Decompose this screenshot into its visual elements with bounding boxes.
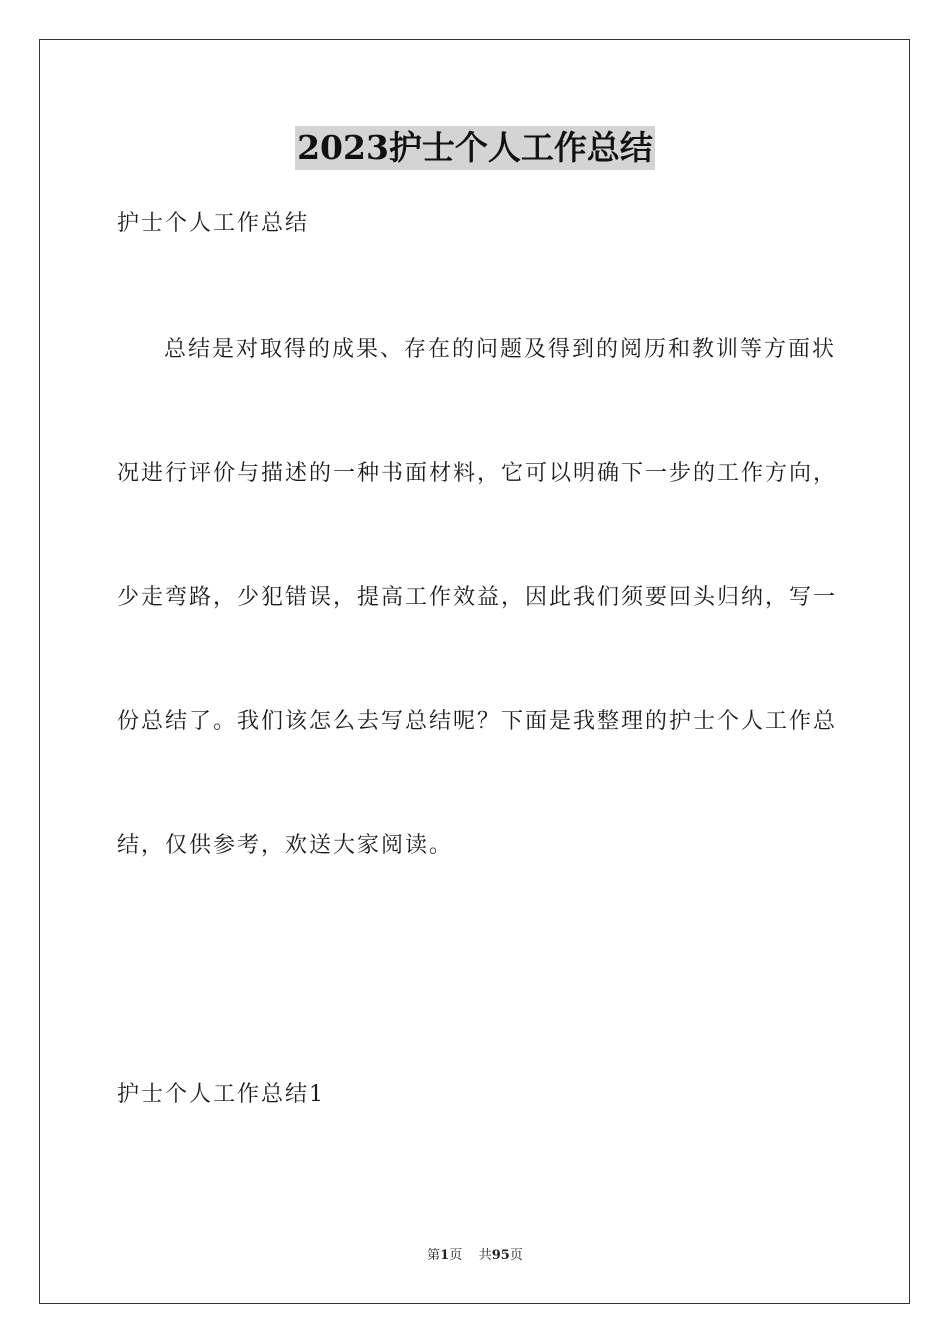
footer-current-page: 1 [440,1248,450,1263]
title-container [0,126,950,170]
footer-prefix: 第 [427,1248,441,1263]
footer-total-pages: 95 [491,1248,510,1263]
paragraph-line-4: 份总结了。我们该怎么去写总结呢？下面是我整理的护士个人工作总 [117,709,838,734]
footer-total-prefix: 共 [478,1248,492,1263]
document-title: 2023护士个人工作总结 [295,126,655,170]
footer-page-unit: 页 [449,1248,463,1263]
paragraph-line-1: 总结是对取得的成果、存在的问题及得到的阅历和教训等方面状 [164,337,837,362]
section-heading: 护士个人工作总结1 [117,1082,325,1107]
document-subtitle: 护士个人工作总结 [117,211,310,236]
footer-total-unit: 页 [509,1248,523,1263]
page-footer [0,1247,950,1265]
paragraph-line-3: 少走弯路，少犯错误，提高工作效益，因此我们须要回头归纳，写一 [117,585,838,610]
paragraph-line-5: 结，仅供参考，欢送大家阅读。 [117,833,454,858]
paragraph-line-2: 况进行评价与描述的一种书面材料，它可以明确下一步的工作方向， [117,461,838,486]
